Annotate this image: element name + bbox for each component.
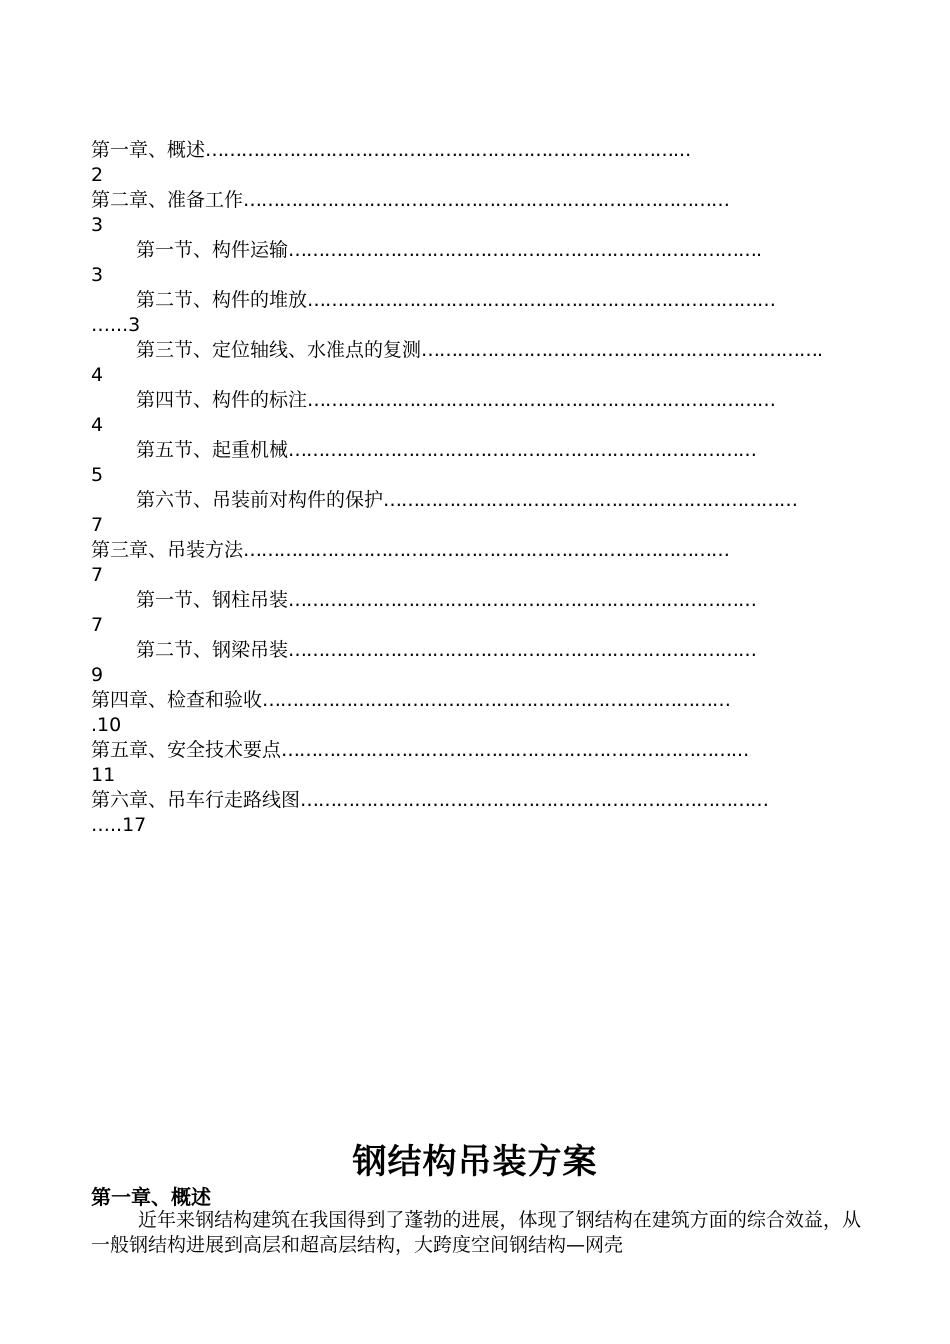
toc-page-number: …..17 bbox=[91, 814, 147, 836]
toc-entry-chapter-1[interactable] bbox=[91, 138, 871, 188]
toc-page-number: 5 bbox=[91, 464, 104, 486]
toc-leader-dots: ……………………………………………………………………… bbox=[243, 189, 730, 211]
chapter-heading: 第一章、概述 bbox=[91, 1185, 211, 1209]
toc-leader-dots: …………………………………………………………………… bbox=[288, 589, 757, 611]
toc-leader-tail: ... bbox=[673, 139, 692, 161]
toc-page-number: .10 bbox=[91, 714, 122, 736]
toc-entry-section-3-2[interactable] bbox=[91, 638, 871, 688]
toc-leader-dots: …………………………………………………………………… bbox=[288, 239, 757, 261]
toc-leader-dots: …………………………………………………………………… bbox=[262, 689, 731, 711]
toc-leader-dots: …………………………………………………………………… bbox=[288, 439, 757, 461]
toc-entry-chapter-4[interactable] bbox=[91, 688, 871, 738]
toc-entry-title: 第三节、定位轴线、水准点的复测 bbox=[136, 339, 422, 361]
toc-entry-title: 第一章、概述 bbox=[91, 139, 206, 161]
toc-page-number: 3 bbox=[91, 264, 104, 286]
toc-entry-title: 第六章、吊车行走路线图 bbox=[91, 789, 301, 811]
toc-leader-dots: ……………………………………………………………………… bbox=[243, 539, 730, 561]
toc-entry-section-2-3[interactable] bbox=[91, 338, 871, 388]
toc-leader-tail: . bbox=[817, 339, 824, 361]
body-paragraph: 近年来钢结构建筑在我国得到了蓬勃的进展，体现了钢结构在建筑方面的综合效益，从一般钢结构进展到高层和超高层结构，大跨度空间钢结构—网壳 bbox=[91, 1209, 861, 1256]
toc-entry-title: 第二节、构件的堆放 bbox=[136, 289, 308, 311]
toc-entry-chapter-5[interactable] bbox=[91, 738, 871, 788]
toc-page-number: 7 bbox=[91, 564, 104, 586]
toc-leader-tail: ... bbox=[731, 739, 750, 761]
toc-entry-title: 第四节、构件的标注 bbox=[136, 389, 308, 411]
toc-entry-title: 第六节、吊装前对构件的保护 bbox=[136, 489, 384, 511]
toc-page-number: …...3 bbox=[91, 314, 141, 336]
toc-leader-dots: …………………………………………………………………… bbox=[307, 289, 776, 311]
toc-leader-dots: …………………………………………………………………… bbox=[288, 639, 757, 661]
toc-entry-title: 第五章、安全技术要点 bbox=[91, 739, 282, 761]
toc-page-number: 3 bbox=[91, 214, 104, 236]
toc-entry-chapter-6[interactable] bbox=[91, 788, 871, 838]
toc-leader-dots: …………………………………………………………………… bbox=[307, 389, 776, 411]
toc-page-number: 9 bbox=[91, 664, 104, 686]
toc-leader-dots: ………………………………………………………………… bbox=[281, 739, 732, 761]
toc-page-number: 2 bbox=[91, 164, 104, 186]
toc-entry-title: 第一节、构件运输 bbox=[136, 239, 289, 261]
toc-entry-chapter-2[interactable] bbox=[91, 188, 871, 238]
toc-page-number: 7 bbox=[91, 514, 104, 536]
document-title: 钢结构吊装方案 bbox=[352, 1142, 598, 1182]
toc-entry-chapter-3[interactable] bbox=[91, 538, 871, 588]
toc-entry-title: 第二章、准备工作 bbox=[91, 189, 244, 211]
toc-entry-section-2-1[interactable] bbox=[91, 238, 871, 288]
toc-page-number: 11 bbox=[91, 764, 116, 786]
toc-entry-title: 第三章、吊装方法 bbox=[91, 539, 244, 561]
toc-entry-section-2-6[interactable] bbox=[91, 488, 871, 538]
toc-entry-title: 第一节、钢柱吊装 bbox=[136, 589, 289, 611]
toc-leader-dots: …………………………………………………………………… bbox=[300, 789, 769, 811]
toc-entry-title: 第二节、钢梁吊装 bbox=[136, 639, 289, 661]
toc-leader-dots: ………………………………………………………… bbox=[421, 339, 818, 361]
toc-leader-dots: …………………………………………………………………… bbox=[205, 139, 674, 161]
toc-page-number: 7 bbox=[91, 614, 104, 636]
toc-page-number: 4 bbox=[91, 414, 104, 436]
toc-leader-tail: . bbox=[756, 239, 763, 261]
toc-entry-title: 第四章、检查和验收 bbox=[91, 689, 263, 711]
toc-leader-dots: …………………………………………………………… bbox=[383, 489, 798, 511]
toc-entry-section-3-1[interactable] bbox=[91, 588, 871, 638]
toc-entry-section-2-4[interactable] bbox=[91, 388, 871, 438]
toc-page-number: 4 bbox=[91, 364, 104, 386]
toc-entry-section-2-5[interactable] bbox=[91, 438, 871, 488]
toc-entry-title: 第五节、起重机械 bbox=[136, 439, 289, 461]
toc-entry-section-2-2[interactable] bbox=[91, 288, 871, 338]
